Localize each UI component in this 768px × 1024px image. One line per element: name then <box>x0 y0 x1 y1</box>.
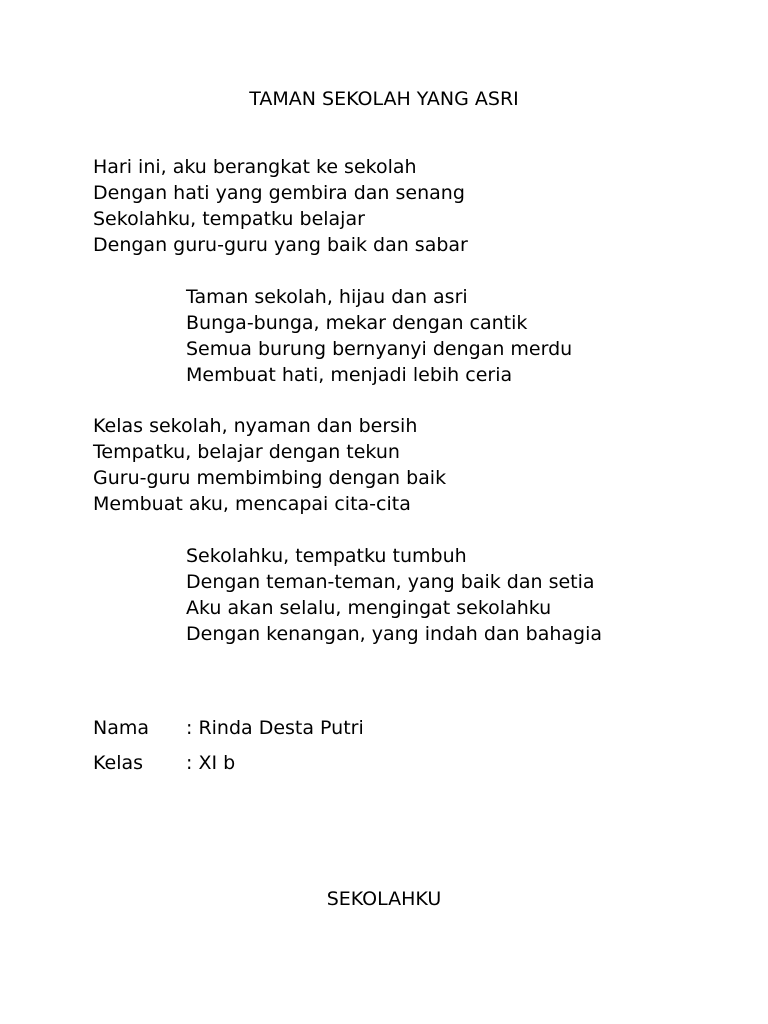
name-label: Nama <box>93 717 150 739</box>
stanza-2 <box>186 284 572 388</box>
author-name-row <box>93 715 364 741</box>
stanza-4 <box>186 543 602 647</box>
poem-line: Semua burung bernyanyi dengan merdu <box>186 338 573 360</box>
poem-line: Aku akan selalu, mengingat sekolahku <box>186 597 552 619</box>
footer-heading: SEKOLAHKU <box>326 888 442 910</box>
poem-title: TAMAN SEKOLAH YANG ASRI <box>249 88 519 110</box>
poem-line: Dengan teman-teman, yang baik dan setia <box>186 571 595 593</box>
poem-line: Dengan hati yang gembira dan senang <box>93 182 465 204</box>
poem-line: Membuat aku, mencapai cita-cita <box>93 493 411 515</box>
stanza-3 <box>93 413 446 517</box>
class-label: Kelas <box>93 752 144 774</box>
poem-line: Sekolahku, tempatku belajar <box>93 208 365 230</box>
poem-line: Kelas sekolah, nyaman dan bersih <box>93 415 418 437</box>
poem-line: Membuat hati, menjadi lebih ceria <box>186 364 513 386</box>
class-value: : XI b <box>186 752 236 774</box>
stanza-1 <box>93 154 468 258</box>
poem-line: Sekolahku, tempatku tumbuh <box>186 545 467 567</box>
poem-line: Tempatku, belajar dengan tekun <box>93 441 400 463</box>
poem-line: Guru-guru membimbing dengan baik <box>93 467 447 489</box>
poem-line: Dengan guru-guru yang baik dan sabar <box>93 234 468 256</box>
poem-line: Taman sekolah, hijau dan asri <box>186 286 468 308</box>
poem-line: Dengan kenangan, yang indah dan bahagia <box>186 623 603 645</box>
poem-line: Bunga-bunga, mekar dengan cantik <box>186 312 528 334</box>
author-class-row <box>93 750 235 776</box>
poem-line: Hari ini, aku berangkat ke sekolah <box>93 156 417 178</box>
name-value: : Rinda Desta Putri <box>186 717 364 739</box>
